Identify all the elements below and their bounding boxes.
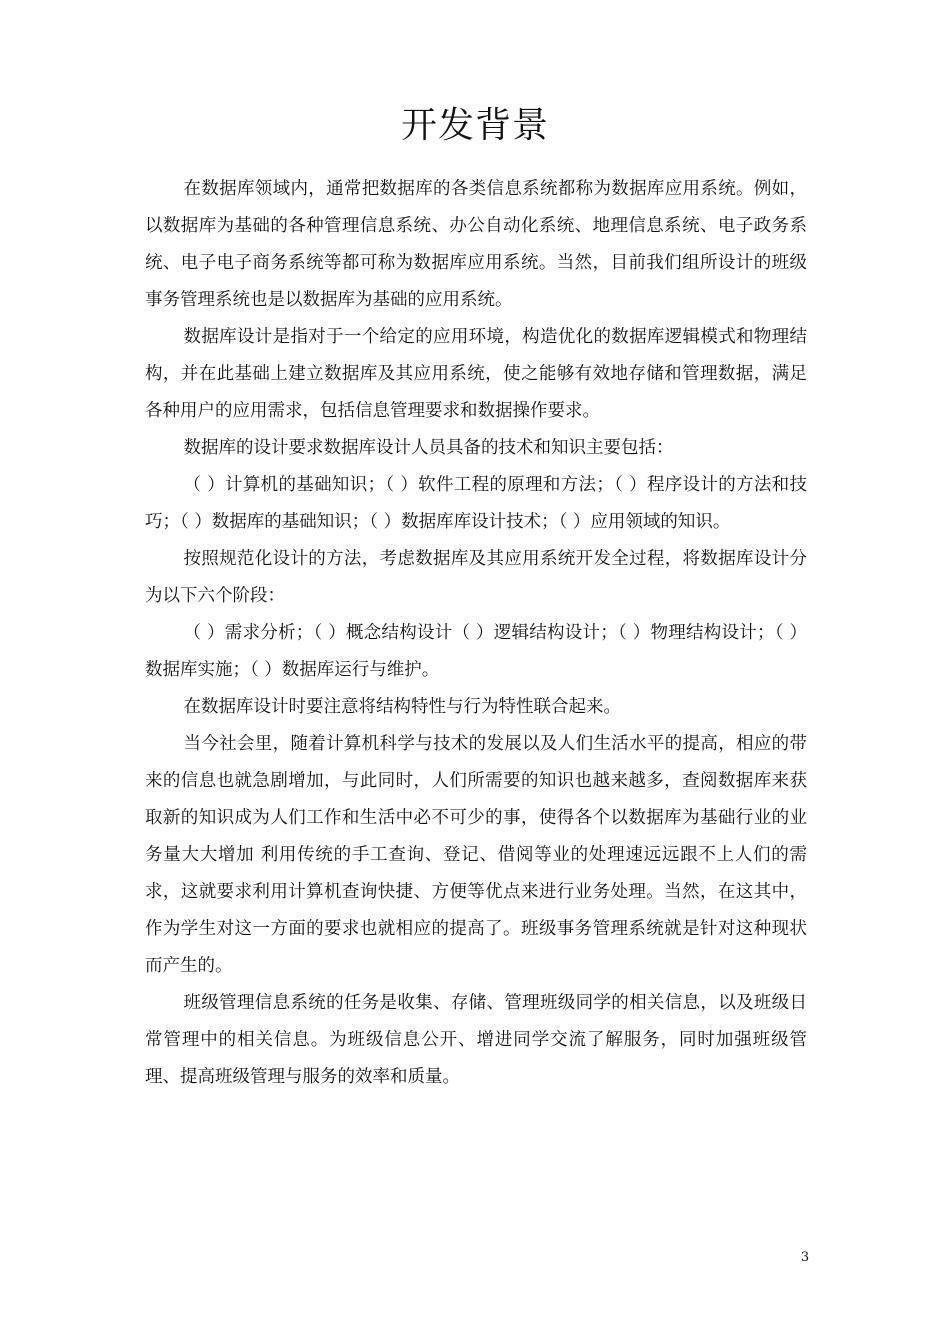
page-title: 开发背景	[400, 105, 549, 146]
paragraph-design-stages-list: （ ）需求分析；（ ）概念结构设计（ ）逻辑结构设计；（ ）物理结构设计；（ ）数据库实施；（ ）数据库运行与维护。	[145, 623, 807, 680]
paragraph-structure-behavior: 在数据库设计时要注意将结构特性与行为特性联合起来。	[183, 697, 621, 717]
paragraph-social-background: 当今社会里，随着计算机科学与技术的发展以及人们生活水平的提高，相应的带来的信息也就急剧增加，与此同时，人们所需要的知识也越来越多，查阅数据库来获取新的知识成为人们工作和生活中必不可少的事，使得各个以数据库为基础行业的业务量大大增加 利用传统的手工查询、登记、借阅等业的处理速远远跟不上人们的需求，这就要求利用计算机查询快捷、方便等优点来进行业务处理。当然，在这其中，作为学生对这一方面的要求也就相应的提高了。班级事务管理系统就是针对这种现状而产生的。	[145, 734, 807, 976]
paragraph-design-stages-intro: 按照规范化设计的方法，考虑数据库及其应用系统开发全过程，将数据库设计分为以下六个阶段：	[145, 549, 807, 606]
body-text	[145, 171, 807, 1096]
page-number: 3	[800, 1250, 810, 1265]
paragraph-designer-knowledge-list: （ ）计算机的基础知识；（ ）软件工程的原理和方法；（ ）程序设计的方法和技巧；（ ）数据库的基础知识；（ ）数据库库设计技术；（ ）应用领域的知识。	[145, 475, 807, 532]
paragraph-designer-knowledge-intro: 数据库的设计要求数据库设计人员具备的技术和知识主要包括：	[183, 438, 674, 458]
paragraph-class-management-system: 班级管理信息系统的任务是收集、存储、管理班级同学的相关信息，以及班级日常管理中的相关信息。为班级信息公开、增进同学交流了解服务，同时加强班级管理、提高班级管理与服务的效率和质量。	[145, 993, 807, 1087]
paragraph-database-application-systems: 在数据库领域内，通常把数据库的各类信息系统都称为数据库应用系统。例如，以数据库为基础的各种管理信息系统、办公自动化系统、地理信息系统、电子政务系统、电子电子商务系统等都可称为数据库应用系统。当然，目前我们组所设计的班级事务管理系统也是以数据库为基础的应用系统。	[145, 179, 807, 310]
paragraph-database-design-definition: 数据库设计是指对于一个给定的应用环境，构造优化的数据库逻辑模式和物理结构，并在此基础上建立数据库及其应用系统，使之能够有效地存储和管理数据，满足各种用户的应用需求，包括信息管理要求和数据操作要求。	[145, 327, 807, 421]
